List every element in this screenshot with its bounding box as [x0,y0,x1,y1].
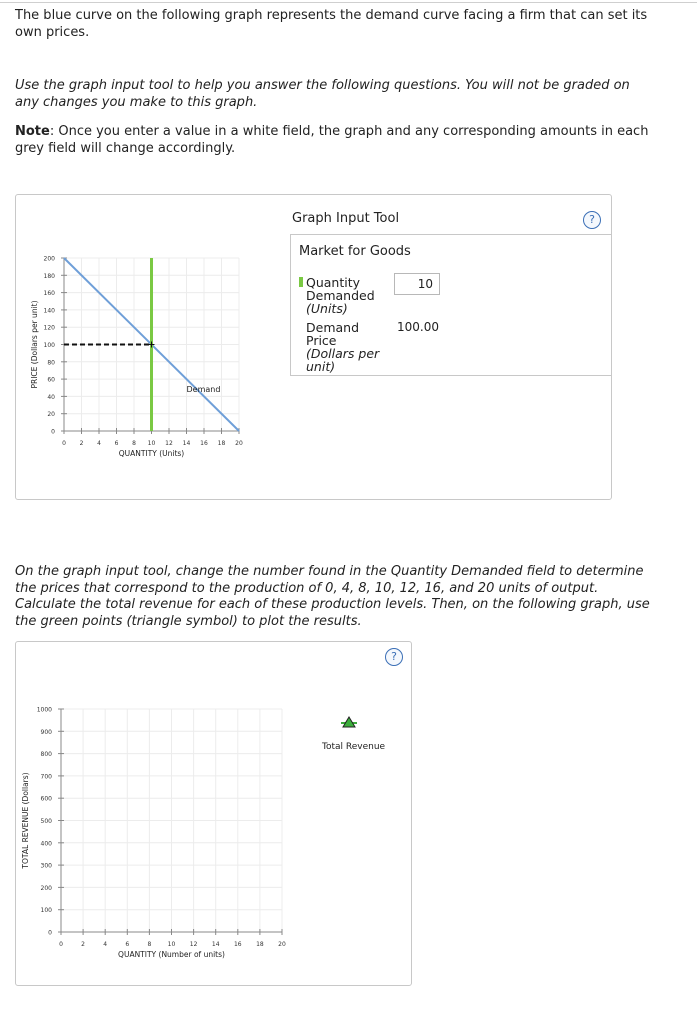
quantity-demanded-input[interactable]: 10 [394,273,440,295]
y-tick-label: 40 [47,393,55,401]
y-tick-label: 700 [40,773,52,781]
y-tick-label: 300 [40,862,52,870]
x-tick-label: 14 [182,440,191,447]
x-tick-label: 20 [235,440,243,447]
x-tick-label: 8 [132,440,136,447]
x-tick-label: 6 [125,941,130,948]
x-tick-label: 12 [189,941,198,948]
total-revenue-legend: Total Revenue [322,742,386,752]
market-title: Market for Goods [299,244,411,259]
x-axis-title: QUANTITY (Number of units) [118,950,225,959]
demand-price-value: 100.00 [397,320,439,334]
instructions-text: Use the graph input tool to help you answer the following questions. You will not be graded on any changes you make to this graph. [15,78,630,110]
y-tick-label: 100 [43,342,55,349]
y-axis-title: TOTAL REVENUE (Dollars) [21,772,30,869]
x-tick-label: 2 [81,941,86,948]
x-tick-label: 4 [103,941,108,948]
x-tick-label: 6 [114,440,119,447]
y-tick-label: 180 [43,272,55,280]
revenue-graph-panel [15,641,412,986]
y-tick-label: 140 [43,307,55,315]
triangle-tool-icon[interactable] [341,716,357,728]
y-tick-label: 800 [40,751,52,759]
x-tick-label: 10 [167,941,176,948]
y-tick-label: 1000 [36,706,52,714]
demand-curve-label: Demand [186,384,221,394]
graph-input-tool-title: Graph Input Tool [292,211,400,226]
x-tick-label: 16 [233,941,242,948]
y-tick-label: 120 [43,324,55,332]
x-tick-label: 18 [217,440,226,447]
y-tick-label: 600 [40,795,52,803]
y-tick-label: 100 [40,907,52,915]
top-divider [0,2,697,3]
intro-text: The blue curve on the following graph represents the demand curve facing a firm that can set its own prices. [15,8,648,40]
x-axis-title: QUANTITY (Units) [118,449,185,458]
demand-chart[interactable] [16,239,256,519]
x-tick-label: 4 [97,440,101,447]
revenue-help-icon[interactable]: ? [385,648,403,666]
x-tick-label: 12 [165,440,173,447]
revenue-chart[interactable] [16,642,316,972]
x-tick-label: 16 [200,440,208,447]
price-label: Demand Price (Dollars per unit) [306,320,380,374]
market-input-box [290,234,611,376]
y-tick-label: 900 [40,728,52,736]
y-tick-label: 0 [48,929,52,937]
x-tick-label: 10 [147,440,156,447]
y-axis-title: PRICE (Dollars per unit) [30,300,39,389]
x-tick-label: 20 [278,941,286,948]
x-tick-label: 14 [211,941,220,948]
y-tick-label: 500 [40,818,52,825]
y-tick-label: 20 [47,411,55,419]
y-tick-label: 80 [47,359,55,367]
y-tick-label: 60 [47,376,55,384]
y-tick-label: 400 [40,840,52,848]
y-tick-label: 200 [43,255,55,263]
help-icon[interactable]: ? [583,211,601,229]
x-tick-label: 18 [256,941,264,948]
quantity-color-swatch [299,277,303,287]
note-text [15,124,655,157]
note-body: : Once you enter a value in a white field, the graph and any corresponding amounts in each grey field will change accordingly. [15,124,649,156]
y-tick-label: 160 [43,290,55,298]
x-tick-label: 2 [79,440,84,447]
quantity-label: Quantity Demanded (Units) [306,275,375,316]
x-tick-label: 0 [59,941,63,948]
note-label: Note [15,124,50,139]
y-tick-label: 200 [40,884,52,892]
x-tick-label: 0 [62,440,66,447]
question-text: On the graph input tool, change the number found in the Quantity Demanded field to determine the prices that correspond to the production of 0, 4, 8, 10, 12, 16, and 20 units of output. Calculate the total revenue for each of these production levels. Then, on the following graph, use the green points (triangle symbol) to plot the results. [15,564,650,629]
y-tick-label: 0 [51,428,55,436]
x-tick-label: 8 [147,941,152,948]
